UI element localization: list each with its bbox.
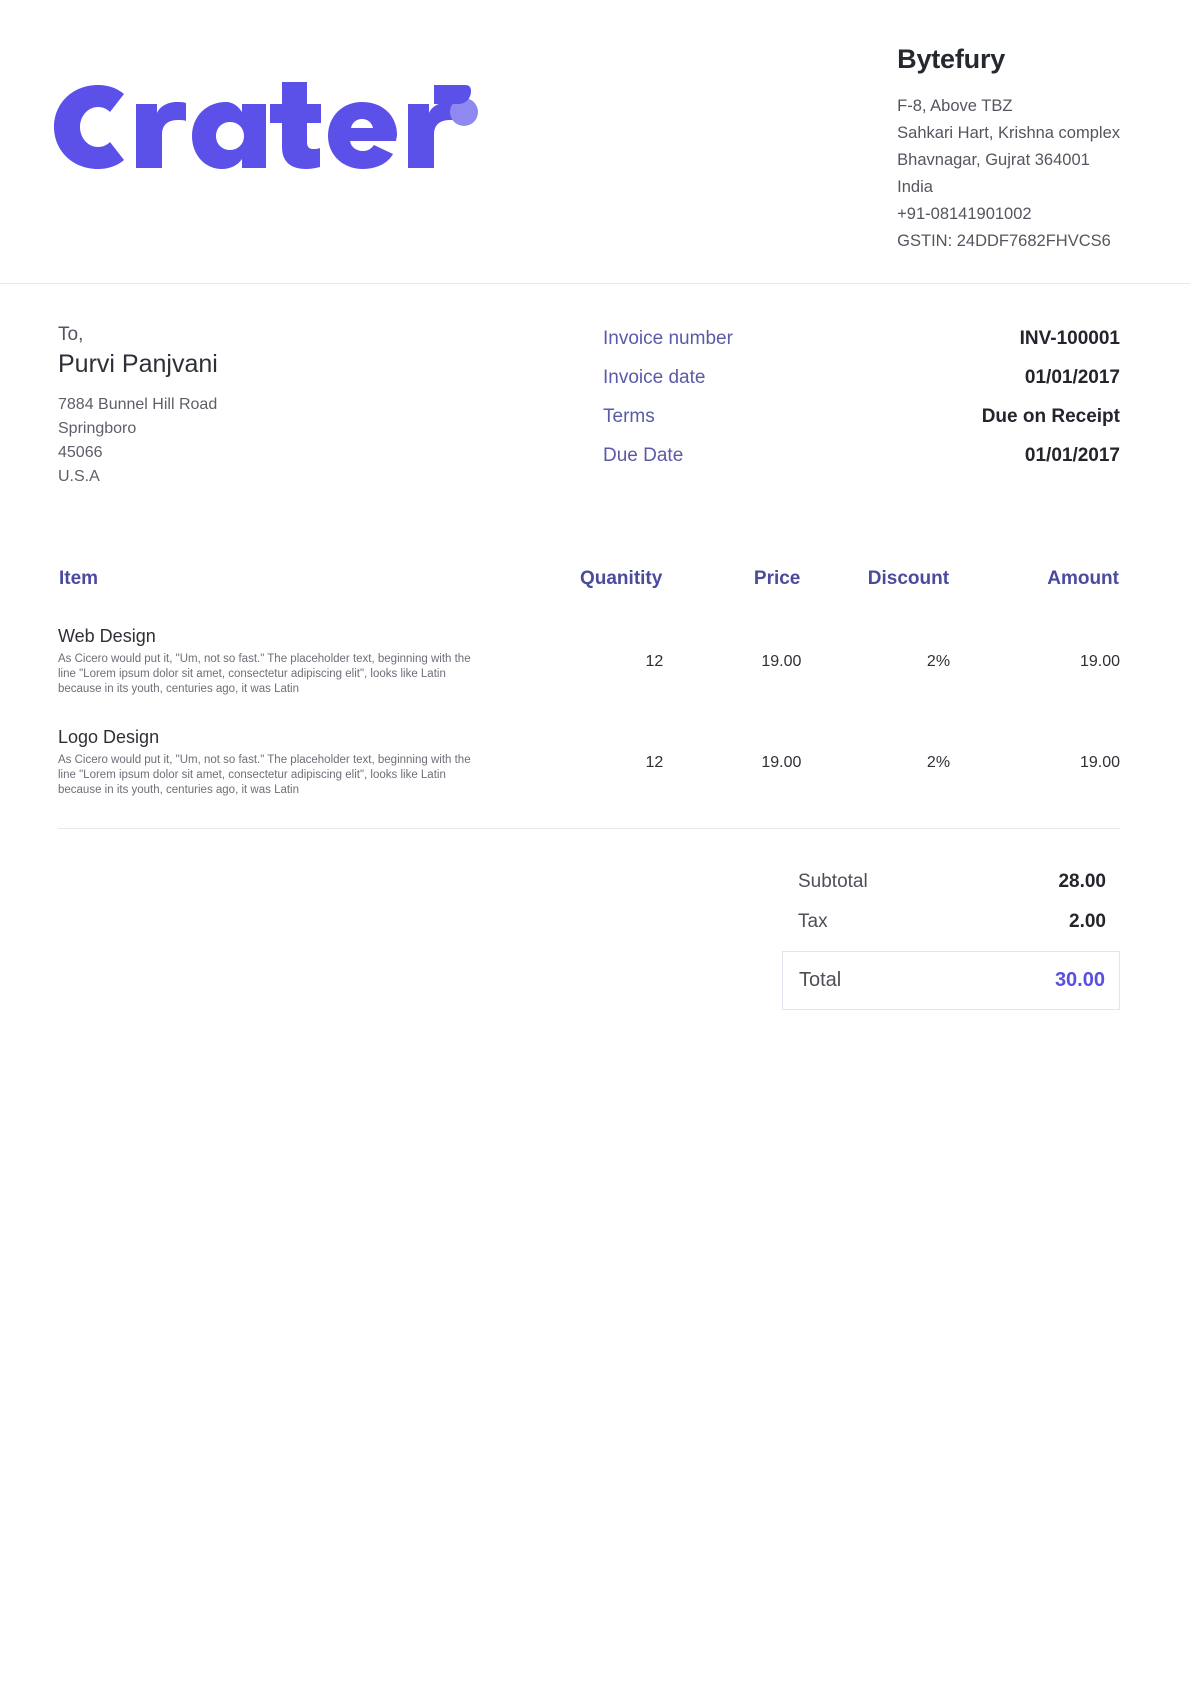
item-description: As Cicero would put it, "Um, not so fast." The placeholder text, beginning with the line "Lorem ipsum dolor sit amet, consectetur adipiscing elit", looks like Latin because in its youth, centuries ago, it was Latin bbox=[58, 653, 471, 695]
invoice-header bbox=[0, 0, 1190, 284]
meta-row-invoice-number bbox=[603, 328, 1120, 350]
cell-item bbox=[58, 612, 525, 713]
column-header-item: Item bbox=[59, 568, 99, 589]
bill-to-label: To, bbox=[58, 324, 84, 345]
company-address-line: F-8, Above TBZ bbox=[897, 97, 1013, 115]
meta-value: INV-100001 bbox=[1019, 328, 1120, 349]
table-header-row bbox=[58, 567, 1120, 612]
meta-value: 01/01/2017 bbox=[1024, 367, 1120, 388]
table-head bbox=[58, 567, 1120, 612]
table-divider-row bbox=[58, 814, 1120, 845]
client-address-line: Springboro bbox=[58, 420, 137, 437]
cell-quantity: 12 bbox=[645, 652, 664, 670]
company-gstin: GSTIN: 24DDF7682FHVCS6 bbox=[897, 232, 1111, 250]
item-description: As Cicero would put it, "Um, not so fast." The placeholder text, beginning with the line "Lorem ipsum dolor sit amet, consectetur adipiscing elit", looks like Latin because in its youth, centuries ago, it was Latin bbox=[58, 754, 471, 796]
divider bbox=[58, 828, 1120, 829]
column-header-amount: Amount bbox=[1047, 568, 1119, 589]
meta-row-invoice-date bbox=[603, 367, 1120, 389]
company-details bbox=[897, 38, 1120, 255]
client-address-line: 45066 bbox=[58, 444, 103, 461]
invoice-meta bbox=[603, 324, 1120, 489]
client-name: Purvi Panjvani bbox=[58, 350, 218, 378]
company-address-line: Sahkari Hart, Krishna complex bbox=[897, 124, 1120, 142]
company-address-line: India bbox=[897, 178, 933, 196]
totals-section bbox=[0, 845, 1190, 1010]
tax-row bbox=[782, 911, 1120, 933]
meta-value: Due on Receipt bbox=[981, 406, 1120, 427]
cell-price: 19.00 bbox=[761, 753, 802, 771]
cell-amount: 19.00 bbox=[1079, 753, 1120, 771]
total-row bbox=[782, 951, 1120, 1010]
invoice-parties bbox=[0, 284, 1190, 489]
totals-block bbox=[782, 871, 1120, 1010]
subtotal-row bbox=[782, 871, 1120, 893]
item-name: Logo Design bbox=[58, 727, 160, 747]
table-row bbox=[58, 713, 1120, 814]
meta-row-due-date bbox=[603, 445, 1120, 467]
meta-label: Invoice date bbox=[603, 367, 706, 388]
company-phone: +91-08141901002 bbox=[897, 205, 1032, 223]
cell-quantity: 12 bbox=[645, 753, 664, 771]
line-items-section bbox=[0, 489, 1190, 845]
column-header-price: Price bbox=[753, 568, 801, 589]
subtotal-value: 28.00 bbox=[1058, 871, 1106, 892]
company-address-line: Bhavnagar, Gujrat 364001 bbox=[897, 151, 1090, 169]
tax-label: Tax bbox=[798, 911, 828, 932]
meta-label: Due Date bbox=[603, 445, 684, 466]
cell-amount: 19.00 bbox=[1079, 652, 1120, 670]
bill-to-block bbox=[58, 324, 603, 489]
subtotal-label: Subtotal bbox=[798, 871, 868, 892]
line-items-table bbox=[58, 567, 1120, 845]
meta-row-terms bbox=[603, 406, 1120, 428]
table-row bbox=[58, 612, 1120, 713]
total-value: 30.00 bbox=[1054, 969, 1105, 991]
item-name: Web Design bbox=[58, 626, 156, 646]
cell-item bbox=[58, 713, 525, 814]
client-address-line: 7884 Bunnel Hill Road bbox=[58, 396, 218, 413]
table-body bbox=[58, 612, 1120, 845]
cell-discount: 2% bbox=[926, 652, 951, 670]
tax-value: 2.00 bbox=[1069, 911, 1106, 932]
total-label: Total bbox=[799, 969, 842, 991]
column-header-quantity: Quanitity bbox=[579, 568, 663, 589]
cell-discount: 2% bbox=[926, 753, 951, 771]
crater-logo bbox=[50, 80, 480, 175]
meta-label: Terms bbox=[603, 406, 655, 427]
cell-price: 19.00 bbox=[761, 652, 802, 670]
column-header-discount: Discount bbox=[867, 568, 950, 589]
client-address-line: U.S.A bbox=[58, 468, 100, 485]
meta-label: Invoice number bbox=[603, 328, 733, 349]
company-name: Bytefury bbox=[897, 44, 1006, 74]
table-divider-cell bbox=[58, 814, 1120, 845]
meta-value: 01/01/2017 bbox=[1024, 445, 1120, 466]
